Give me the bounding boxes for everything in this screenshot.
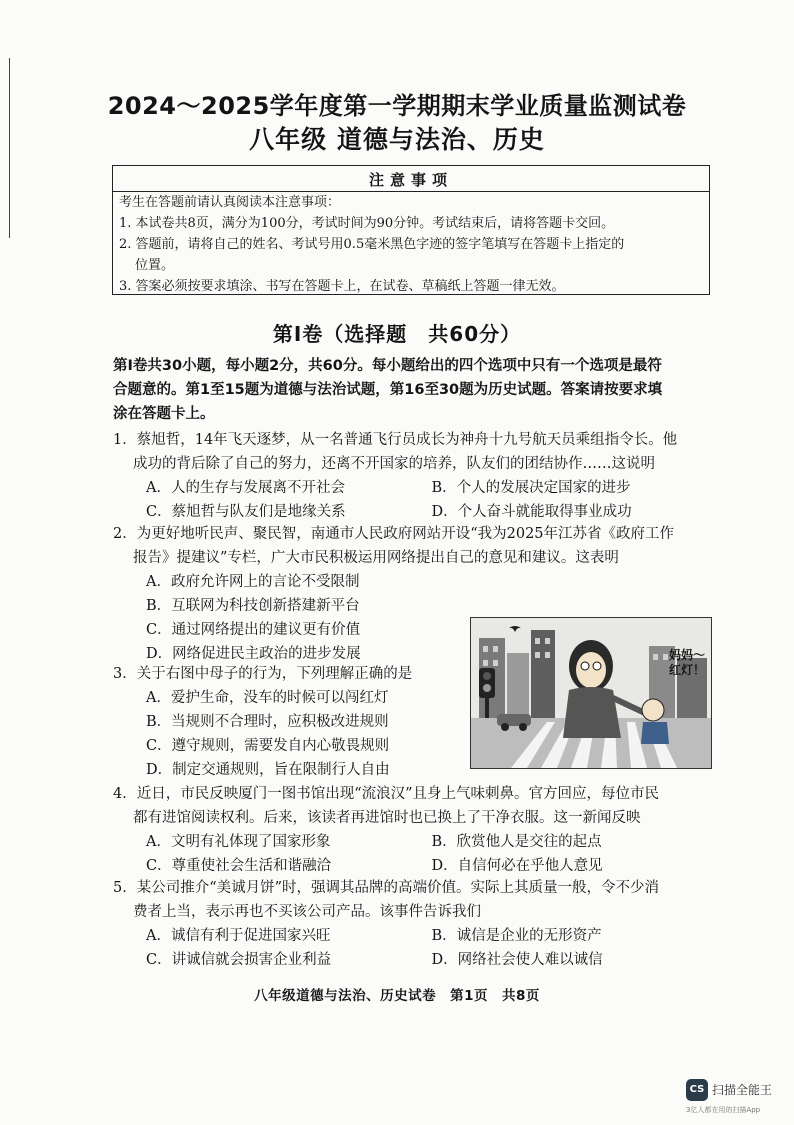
page-footer: 八年级道德与法治、历史试卷 第1页 共8页 [254,988,540,1004]
question-stem: 4．近日，市民反映厦门一图书馆出现“流浪汉”且身上气味刺鼻。官方回应，每位市民 [113,786,660,802]
question-stem: 都有进馆阅读权利。后来，该读者再进馆时也已换上了干净衣服。这一新闻反映 [133,810,641,826]
question-5 [113,876,717,972]
question-4 [113,782,717,878]
notice-box [112,165,710,295]
scanner-watermark [686,1079,786,1117]
question-stem: 费者上当，表示再也不买该公司产品。该事件告诉我们 [133,904,481,920]
instruction-line: 涂在答题卡上。 [113,406,215,422]
option-b: B．个人的发展决定国家的进步 [431,480,631,496]
option-c: C．尊重使社会生活和谐融洽 [146,858,332,874]
option-c: C．通过网络提出的建议更有价值 [146,622,361,638]
option-a: A．政府允许网上的言论不受限制 [146,574,360,590]
notice-item: 3. 答案必须按要求填涂、书写在答题卡上，在试卷、草稿纸上答题一律无效。 [119,279,565,294]
option-b: B．诚信是企业的无形资产 [431,928,602,944]
option-d: D．制定交通规则，旨在限制行人自由 [146,762,390,778]
option-a: A．爱护生命，没车的时候可以闯红灯 [146,690,389,706]
option-c: C．蔡旭哲与队友们是地缘关系 [146,504,346,520]
option-a: A．诚信有利于促进国家兴旺 [146,928,331,944]
watermark-name: 扫描全能王 [712,1083,773,1097]
notice-item: 2. 答题前，请将自己的姓名、考试号用0.5毫米黑色字迹的签字笔填写在答题卡上指定的 [119,237,625,252]
option-d: D．个人奋斗就能取得事业成功 [431,504,632,520]
option-c: C．遵守规则，需要发自内心敬畏规则 [146,738,390,754]
notice-item: 1. 本试卷共8页，满分为100分，考试时间为90分钟。考试结束后，请将答题卡交回。 [119,216,615,231]
notice-intro: 考生在答题前请认真阅读本注意事项： [119,195,341,210]
instruction-line: 第Ⅰ卷共30小题，每小题2分，共60分。每小题给出的四个选项中只有一个选项是最符 [113,358,662,374]
question-stem: 1．蔡旭哲，14年飞天逐梦，从一名普通飞行员成长为神舟十九号航天员乘组指令长。他 [113,432,678,448]
option-c: C．讲诚信就会损害企业利益 [146,952,332,968]
section-title: 第Ⅰ卷（选择题 共60分） [272,322,522,346]
question-stem: 5．某公司推介“美诚月饼”时，强调其品牌的高端价值。实际上其质量一般，令不少消 [113,880,660,896]
question-stem: 成功的背后除了自己的努力，还离不开国家的培养，队友们的团结协作……这说明 [133,456,655,472]
exam-subtitle: 八年级 道德与法治、历史 [249,125,545,154]
option-b: B．当规则不合理时，应积极改进规则 [146,714,389,730]
question-stem: 3．关于右图中母子的行为，下列理解正确的是 [113,666,413,682]
camscanner-logo-icon: CS [686,1079,708,1101]
question-stem: 报告》提建议”专栏，广大市民积极运用网络提出自己的意见和建议。这表明 [133,550,619,566]
traffic-cartoon-image [470,617,712,769]
question-stem: 2．为更好地听民声、聚民智，南通市人民政府网站开设“我为2025年江苏省《政府工作 [113,526,675,542]
option-d: D．自信何必在乎他人意见 [431,858,603,874]
watermark-subtitle: 3亿人都在用的扫描App [686,1106,761,1114]
notice-item: 位置。 [135,258,175,273]
exam-title: 2024～2025学年度第一学期期末学业质量监测试卷 [107,92,687,120]
instruction-line: 合题意的。第1至15题为道德与法治试题，第16至30题为历史试题。答案请按要求填 [113,382,663,398]
speech-line: 红灯！ [668,663,705,677]
option-a: A．人的生存与发展离不开社会 [146,480,345,496]
speech-line: 妈妈～ [668,648,705,662]
cartoon-drawing [471,618,711,768]
section-instructions [113,354,713,426]
question-1 [113,428,717,524]
option-d: D．网络促进民主政治的进步发展 [146,646,361,662]
option-b: B．互联网为科技创新搭建新平台 [146,598,360,614]
option-d: D．网络社会使人难以诚信 [431,952,603,968]
option-a: A．文明有礼体现了国家形象 [146,834,331,850]
cartoon-speech-bubble [669,648,705,678]
option-b: B．欣赏他人是交往的起点 [431,834,602,850]
notice-title: 注意事项 [368,171,453,189]
question-3 [113,662,473,782]
